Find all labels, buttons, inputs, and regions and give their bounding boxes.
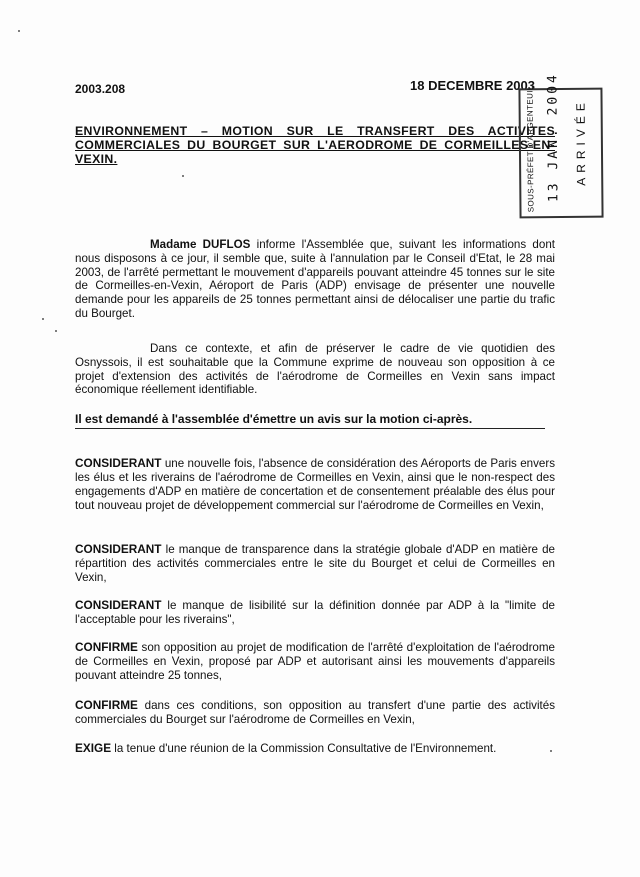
clause-text: une nouvelle fois, l'absence de considération des Aéroports de Paris envers les élus et les riverains de l'aérodrome de Cormeilles en Vexin, ainsi que le non-respect des engagements d'ADP en matière de concertation et de consentement préalable des élus pour tout nouveau projet de développement commercial sur l'aérodrome de Cormeilles en Vexin, (75, 457, 555, 512)
scan-speck (55, 330, 57, 332)
scan-speck (550, 750, 552, 752)
clause-keyword: CONFIRME (75, 698, 138, 712)
arrival-stamp (518, 72, 603, 219)
document-reference: 2003.208 (75, 82, 126, 96)
intro-paragraph (75, 238, 555, 321)
clause-text: le manque de lisibilité sur la définition donnée par ADP à la "limite de l'acceptable pour les riverains", (75, 599, 555, 626)
stamp-date: 13 JAN. 2004 (545, 72, 562, 203)
intro-text: informe l'Assemblée que, suivant les informations dont nous disposons à ce jour, il semble que, suite à l'annulation par le Conseil d'Etat, le 28 mai 2003, de l'arrêté permettant le mouvement d'appareils pouvant atteindre 45 tonnes sur le site de Cormeilles-en-Vexin, Aéroport de Paris (ADP) envisage de présenter une nouvelle demande pour les appareils de 25 tonnes permettant ainsi de délocaliser une partie du trafic du Bourget. (75, 238, 555, 320)
stamp-authority: SOUS-PRÉFET D'ARGENTEUIL (525, 85, 536, 213)
motion-clause (75, 640, 555, 683)
assembly-request: Il est demandé à l'assemblée d'émettre un avis sur la motion ci-après. (75, 412, 545, 429)
motion-clause (75, 741, 555, 756)
speaker-name: Madame DUFLOS (150, 238, 251, 251)
motion-clause (75, 542, 555, 585)
clause-keyword: CONSIDERANT (75, 456, 162, 470)
stamp-status: ARRIVÉE (573, 98, 589, 186)
clause-text: le manque de transparence dans la stratégie globale d'ADP en matière de répartition des activités commerciales entre le site du Bourget et celui de Cormeilles en Vexin, (75, 543, 555, 584)
clause-text: son opposition au projet de modification de l'arrêté d'exploitation de l'aérodrome de Cormeilles en Vexin, proposé par ADP et autorisant ainsi les mouvements d'appareils pouvant atteindre 25 tonnes, (75, 641, 555, 682)
motion-clause (75, 598, 555, 627)
document-date: 18 DECEMBRE 2003 (410, 78, 535, 93)
context-paragraph: Dans ce contexte, et afin de préserver le cadre de vie quotidien des Osnyssois, il est souhaitable que la Commune exprime de nouveau son opposition à ce projet d'extension des activités de l'aérodrome de Cormeilles en Vexin sans impact économique réellement identifiable. (75, 342, 555, 397)
clause-text: dans ces conditions, son opposition au transfert d'une partie des activités commerciales du Bourget sur l'aérodrome de Cormeilles en Vexin, (75, 699, 555, 726)
clause-keyword: EXIGE (75, 741, 112, 755)
motion-title: ENVIRONNEMENT – MOTION SUR LE TRANSFERT DES ACTIVITES COMMERCIALES DU BOURGET SUR L'AERODROME DE CORMEILLES-EN-VEXIN. (75, 124, 555, 166)
clause-keyword: CONSIDERANT (75, 598, 162, 612)
scan-speck (18, 30, 20, 32)
scan-speck (182, 175, 184, 177)
motion-clause (75, 456, 555, 513)
clause-text: la tenue d'une réunion de la Commission Consultative de l'Environnement. (111, 742, 497, 755)
clause-keyword: CONFIRME (75, 640, 138, 654)
clause-keyword: CONSIDERANT (75, 542, 162, 556)
motion-clause (75, 698, 555, 727)
scan-speck (42, 318, 44, 320)
